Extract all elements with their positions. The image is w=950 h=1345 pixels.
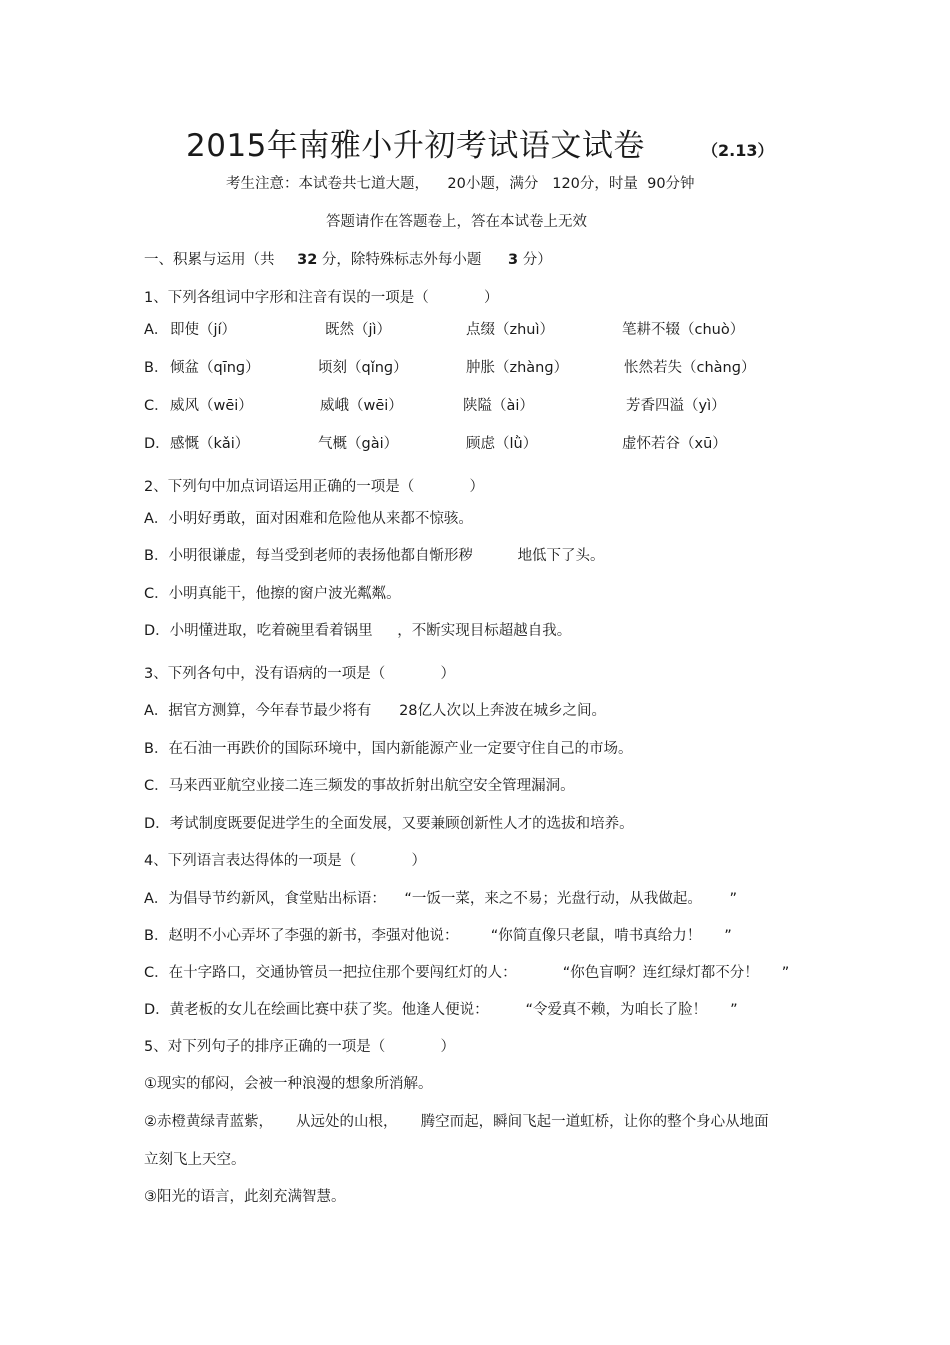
option-letter: B． — [144, 360, 169, 376]
section-1-mid: 分，除特殊标志外每小题 — [321, 252, 482, 268]
section-1-pre: 一、积累与运用（共 — [144, 252, 275, 268]
option-letter: C． — [144, 398, 169, 414]
option-word: 怅然若失（chànɡ） — [624, 360, 756, 376]
q2-option-d — [144, 621, 571, 641]
section-1-post: 分） — [522, 252, 552, 268]
option-word: 陕隘（ài） — [463, 398, 534, 414]
section-1-each: 3 — [508, 252, 519, 268]
option-word: 气概（gài） — [318, 436, 399, 452]
option-word: 肿胀（zhànɡ） — [466, 360, 569, 376]
notice-line-1: 考生注意：本试卷共七道大题， 20小题，满分 120分，时量 90分钟 — [226, 176, 695, 192]
option-word: 即使（jí） — [170, 322, 237, 338]
q4-option-b: B．赵明不小心弄坏了李强的新书，李强对他说： “你简直像只老鼠，啃书真给力！ ” — [144, 928, 732, 944]
section-1-heading — [144, 250, 552, 270]
q1-stem: 1、下列各组词中字形和注音有误的一项是（ ） — [144, 290, 499, 306]
q3-option-c: C．马来西亚航空业接二连三频发的事故折射出航空安全管理漏洞。 — [144, 778, 575, 794]
q3-option-a: A．据官方测算，今年春节最少将有 28亿人次以上奔波在城乡之间。 — [144, 703, 607, 719]
q4-option-c: C．在十字路口，交通协管员一把拉住那个要闯红灯的人： “你色盲啊？连红绿灯都不分！ ” — [144, 965, 790, 981]
section-1-points: 32 — [297, 252, 318, 268]
q4-option-d: D．黄老板的女儿在绘画比赛中获了奖。他逢人便说： “令爱真不赖，为咱长了脸！ ” — [144, 1002, 738, 1018]
q3-stem: 3、下列各句中，没有语病的一项是（ ） — [144, 666, 456, 682]
option-word: 笔耕不辍（chuò） — [622, 322, 745, 338]
option-letter: D． — [144, 436, 170, 452]
q2-option-a: A．小明好勇敢，面对困难和危险他从来都不惊骇。 — [144, 511, 473, 527]
option-word: 倾盆（qīnɡ） — [170, 360, 260, 376]
option-word: 芳香四溢（yì） — [626, 398, 726, 414]
option-word: 点缀（zhuì） — [466, 322, 555, 338]
exam-date: （2.13） — [702, 141, 774, 160]
q2-option-b — [144, 546, 605, 566]
option-letter: A． — [144, 322, 169, 338]
q5-stem: 5、对下列句子的排序正确的一项是（ ） — [144, 1039, 456, 1055]
option-word: 感慨（kǎi） — [170, 436, 250, 452]
option-text: B．小明很谦虚，每当受到老师的表扬他都自惭形秽 — [144, 548, 473, 564]
option-word: 顷刻（qǐnɡ） — [318, 360, 408, 376]
option-word: 虚怀若谷（xū） — [622, 436, 727, 452]
option-word: 威峨（wēi） — [320, 398, 403, 414]
exam-title: 2015年南雅小升初考试语文试卷 — [186, 128, 645, 164]
q4-option-a: A．为倡导节约新风，食堂贴出标语： “一饭一菜，来之不易；光盘行动，从我做起。 ” — [144, 891, 738, 907]
option-text: D．小明懂进取，吃着碗里看着锅里 — [144, 623, 373, 639]
notice-line-2: 答题请作在答题卷上，答在本试卷上无效 — [326, 214, 587, 230]
q3-option-d: D．考试制度既要促进学生的全面发展，又要兼顾创新性人才的选拔和培养。 — [144, 816, 634, 832]
q2-stem: 2、下列句中加点词语运用正确的一项是（ ） — [144, 479, 485, 495]
q5-sentence-2-cont: 立刻飞上天空。 — [144, 1152, 246, 1168]
option-text: ，不断实现目标超越自我。 — [397, 623, 572, 639]
q4-stem: 4、下列语言表达得体的一项是（ ） — [144, 853, 427, 869]
option-word: 顾虑（lǜ） — [466, 436, 538, 452]
q3-option-b: B．在石油一再跌价的国际环境中，国内新能源产业一定要守住自己的市场。 — [144, 741, 633, 757]
option-word: 威风（wēi） — [170, 398, 253, 414]
option-text: 地低下了头。 — [517, 548, 605, 564]
q5-sentence-3: ③阳光的语言，此刻充满智慧。 — [144, 1189, 346, 1205]
q2-option-c: C．小明真能干，他擦的窗户波光粼粼。 — [144, 586, 401, 602]
q5-sentence-1: ①现实的郁闷，会被一种浪漫的想象所消解。 — [144, 1076, 433, 1092]
q5-sentence-2: ②赤橙黄绿青蓝紫， 从远处的山根， 腾空而起，瞬间飞起一道虹桥，让你的整个身心从地面 — [144, 1114, 769, 1130]
option-word: 既然（jì） — [325, 322, 392, 338]
